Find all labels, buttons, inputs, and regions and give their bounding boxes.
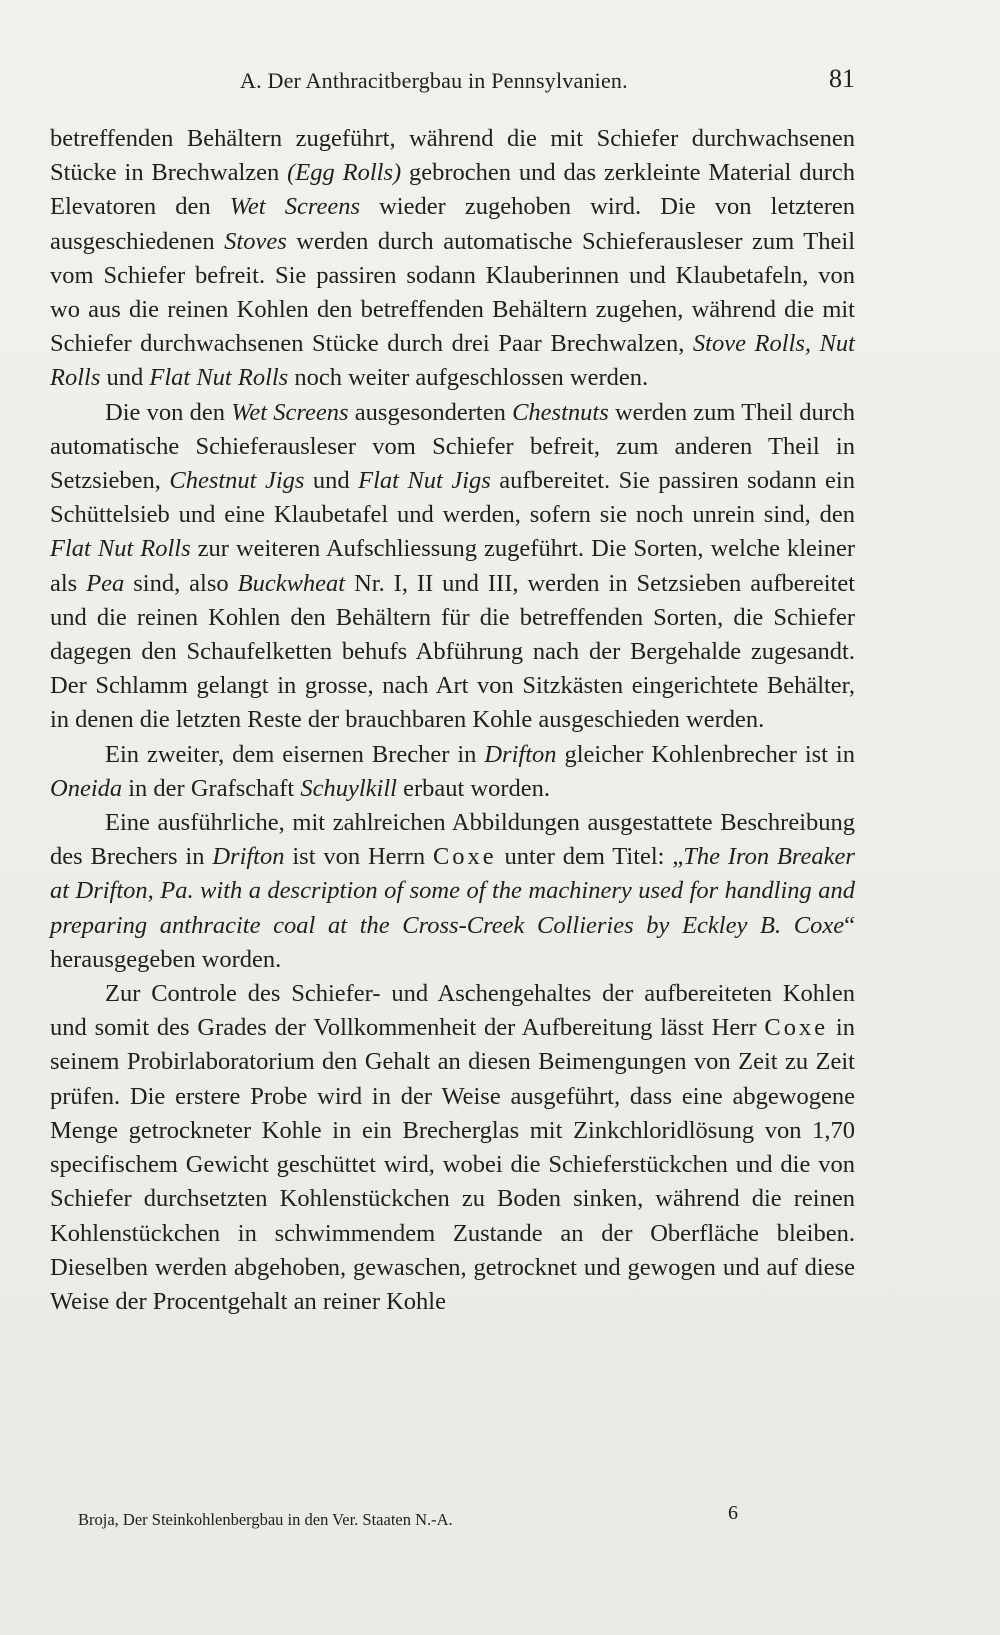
paragraph-4 xyxy=(50,806,855,977)
text-run: und xyxy=(100,364,150,392)
text-run: gebrochen und das zerkleinte Material durch Elevatoren den xyxy=(50,159,855,221)
paragraph-5 xyxy=(50,977,855,1319)
text-run: noch weiter aufgeschlossen werden. xyxy=(288,364,649,392)
running-head: A. Der Anthracitbergbau in Pennsylvanien. xyxy=(240,68,628,93)
text-run: unter dem Titel: „ xyxy=(496,843,684,871)
paragraph-1 xyxy=(50,122,855,396)
text-run: Nr. I, II und III, werden in Setzsieben aufbereitet und die reinen Kohlen den Behältern für die betreffenden Sorten, die Schiefer dagegen den Schaufelketten behufs Abführung nach der Bergehalde zugesandt. Der Schlamm gelangt in grosse, nach Art von Sitzkästen eingerichtete Behälter, in denen die letzten Reste der brauchbaren Kohle ausgeschieden werden. xyxy=(50,569,856,734)
italic-term: Buckwheat xyxy=(237,569,346,597)
italic-term: Schuylkill xyxy=(300,774,397,802)
italic-term: Wet Screens xyxy=(231,398,349,426)
text-run: ausgesonderten xyxy=(348,398,513,426)
paragraph-3 xyxy=(50,738,855,806)
text-run: werden durch automatische Schieferausleser zum Theil vom Schiefer befreit. Sie passiren sodann Klauberinnen und Klaubetafeln, von wo aus die reinen Kohlen den betreffenden Behältern zugehen, während die mit Schiefer durchwachsenen Stücke durch drei Paar Brechwalzen, xyxy=(50,227,855,358)
text-run: werden zum Theil durch automatische Schieferausleser vom Schiefer befreit, zum anderen Theil in Setzsieben, xyxy=(50,398,855,495)
text-run: gleicher Kohlenbrecher ist in xyxy=(556,740,855,768)
italic-term: Flat Nut Jigs xyxy=(358,467,491,495)
italic-term: Wet Screens xyxy=(229,193,360,221)
italic-term: Stove Rolls, Nut Rolls xyxy=(50,330,855,392)
person-name: Coxe xyxy=(432,843,497,871)
text-run: aufbereitet. Sie passiren sodann ein Schüttelsieb und eine Klaubetafel und werden, sofern sie noch unrein sind, den xyxy=(50,467,855,529)
italic-term: Drifton xyxy=(484,740,557,768)
page-footer xyxy=(78,1502,738,1540)
italic-term: Pea xyxy=(86,569,125,597)
text-run: Zur Controle des Schiefer- und Aschengehaltes der aufbereiteten Kohlen und somit des Grades der Vollkommenheit der Aufbereitung lässt Herr xyxy=(50,980,855,1042)
text-run: in der Grafschaft xyxy=(122,774,301,802)
italic-term: Chestnuts xyxy=(512,398,609,426)
footer-imprint: Broja, Der Steinkohlenbergbau in den Ver. Staaten N.-A. xyxy=(78,1510,453,1529)
person-name: Coxe xyxy=(764,1014,829,1042)
body-text xyxy=(50,122,855,1319)
text-run: zur weiteren Aufschliessung zugeführt. Die Sorten, welche kleiner als xyxy=(50,535,855,597)
italic-term: Chestnut Jigs xyxy=(169,467,305,495)
text-run: erbaut worden. xyxy=(396,774,551,802)
page-number: 81 xyxy=(829,64,855,93)
text-run: ist von Herrn xyxy=(284,843,433,871)
italic-term: Oneida xyxy=(50,774,123,802)
italic-term: Flat Nut Rolls xyxy=(50,535,191,563)
text-run: in seinem Probirlaboratorium den Gehalt an diesen Beimengungen von Zeit zu Zeit prüfen. Die erstere Probe wird in der Weise ausgeführt, dass eine abgewogene Menge getrockneter Kohle in ein Brecherglas mit Zinkchloridlösung von 1,70 specifischem Gewicht geschüttet wird, wobei die Schieferstückchen und die von Schiefer durchsetzten Kohlenstückchen zu Boden sinken, während die reinen Kohlenstückchen in schwimmendem Zustande an der Oberfläche bleiben. Dieselben werden abgehoben, gewaschen, getrocknet und gewogen und auf diese Weise der Procentgehalt an reiner Kohle xyxy=(50,1014,855,1315)
text-run: Ein zweiter, dem eisernen Brecher in xyxy=(105,740,485,768)
text-run: betreffenden Behältern zugeführt, während die mit Schiefer durchwachsenen Stücke in Brechwalzen xyxy=(50,125,855,187)
text-run: wieder zugehoben wird. Die von letzteren ausgeschiedenen xyxy=(50,193,855,255)
italic-term: (Egg Rolls) xyxy=(287,159,402,187)
page-header xyxy=(50,64,855,108)
paragraph-2 xyxy=(50,396,855,738)
italic-term: Stoves xyxy=(224,227,287,255)
book-title: The Iron Breaker at Drifton, Pa. with a description of some of the machinery used for handling and preparing anthracite coal at the Cross-Creek Collieries by Eckley B. Coxe xyxy=(50,843,855,939)
signature-mark: 6 xyxy=(728,1502,738,1524)
text-run: und xyxy=(304,467,359,495)
italic-term: Flat Nut Rolls xyxy=(149,364,289,392)
text-run: “ herausgegeben worden. xyxy=(50,911,855,973)
text-run: Die von den xyxy=(105,398,232,426)
text-run: sind, also xyxy=(124,569,238,597)
italic-term: Drifton xyxy=(212,843,285,871)
text-run: Eine ausführliche, mit zahlreichen Abbildungen ausgestattete Beschreibung des Brechers in xyxy=(50,809,855,871)
